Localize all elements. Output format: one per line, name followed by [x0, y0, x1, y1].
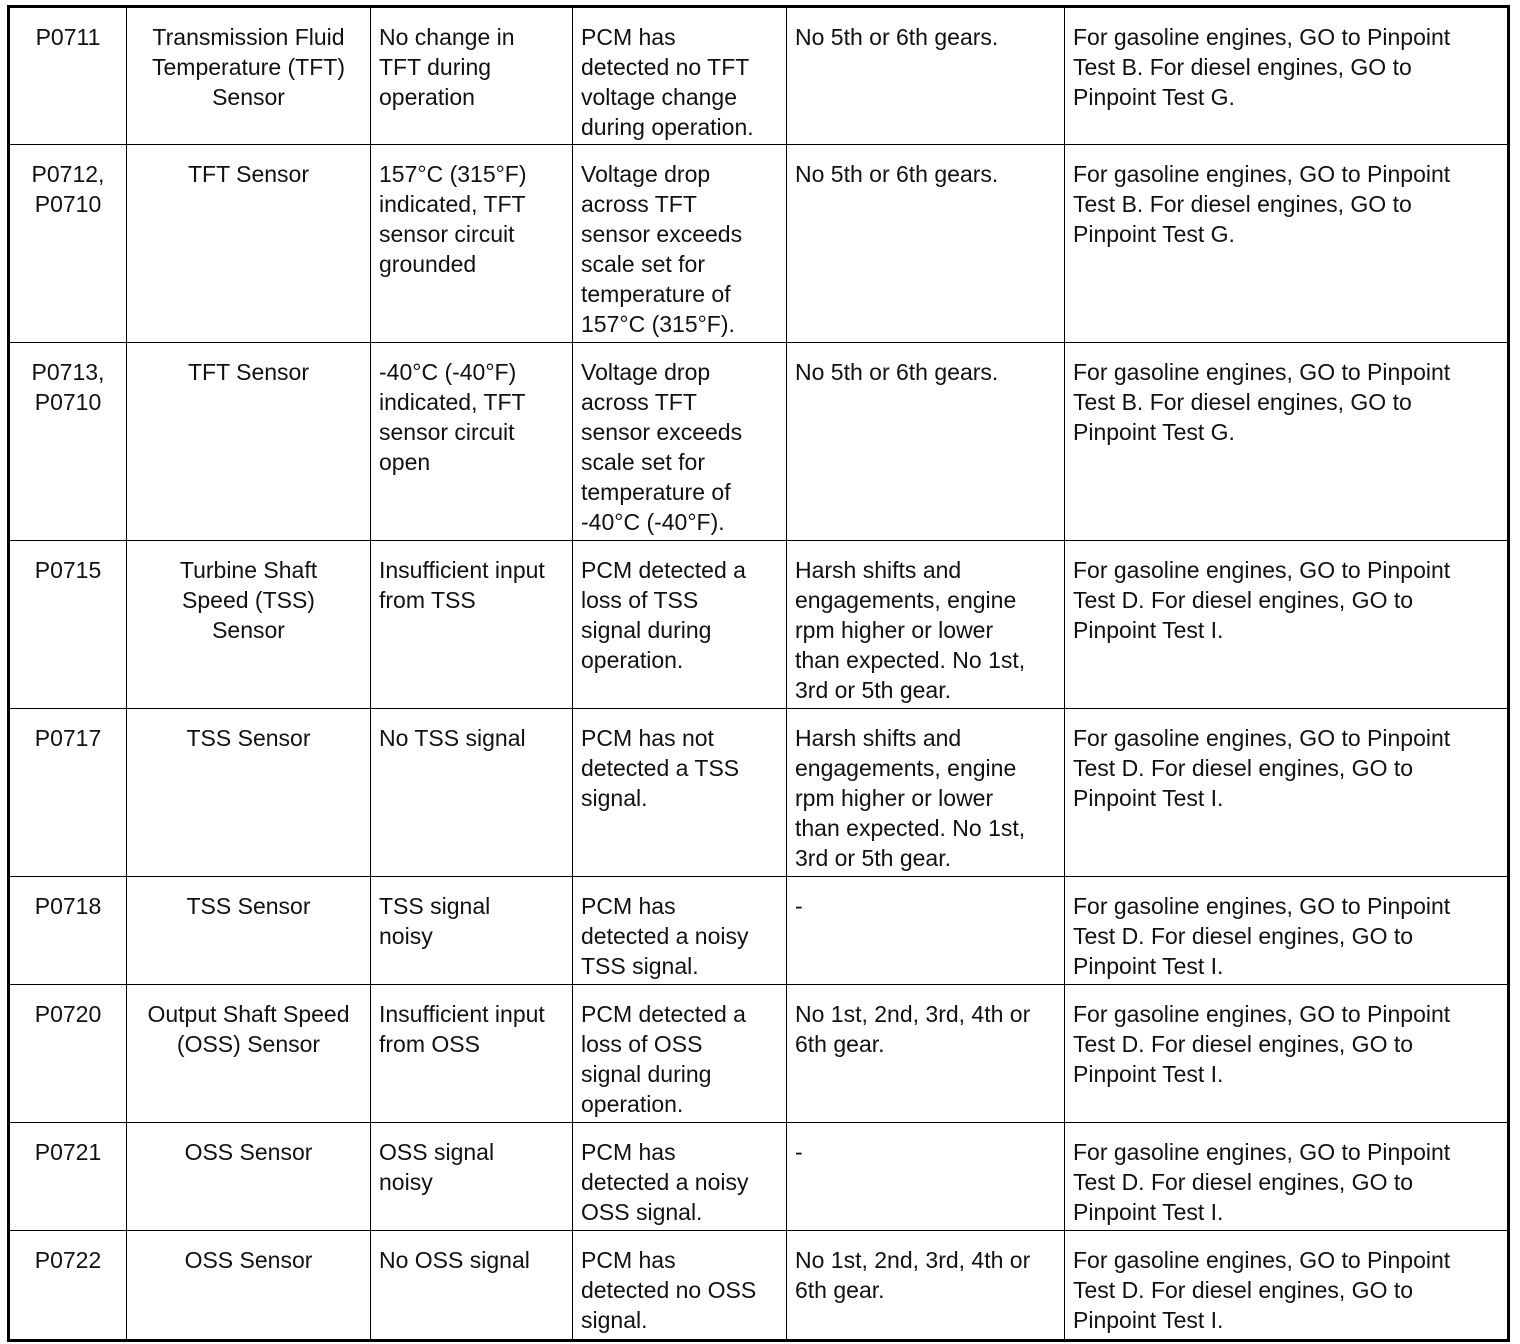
action-cell: For gasoline engines, GO to Pinpoint Test D. For diesel engines, GO to Pinpoint Test I. [1065, 1231, 1509, 1341]
action-cell: For gasoline engines, GO to Pinpoint Test D. For diesel engines, GO to Pinpoint Test I. [1065, 1123, 1509, 1231]
dtc-code-cell: P0711 [9, 7, 127, 145]
symptom-cell: - [787, 1123, 1065, 1231]
dtc-code-cell: P0712, P0710 [9, 145, 127, 343]
description-cell: Insufficient input from TSS [371, 541, 573, 709]
table-row [9, 7, 1509, 145]
condition-cell: PCM has detected a noisy OSS signal. [573, 1123, 787, 1231]
component-cell: Transmission Fluid Temperature (TFT) Sensor [127, 7, 371, 145]
condition-cell: Voltage drop across TFT sensor exceeds scale set for temperature of 157°C (315°F). [573, 145, 787, 343]
component-cell: Turbine Shaft Speed (TSS) Sensor [127, 541, 371, 709]
action-cell: For gasoline engines, GO to Pinpoint Test D. For diesel engines, GO to Pinpoint Test I. [1065, 985, 1509, 1123]
description-cell: No OSS signal [371, 1231, 573, 1341]
description-cell: 157°C (315°F) indicated, TFT sensor circuit grounded [371, 145, 573, 343]
action-cell: For gasoline engines, GO to Pinpoint Test B. For diesel engines, GO to Pinpoint Test G. [1065, 7, 1509, 145]
table-row [9, 709, 1509, 877]
action-cell: For gasoline engines, GO to Pinpoint Test D. For diesel engines, GO to Pinpoint Test I. [1065, 709, 1509, 877]
dtc-code-cell: P0721 [9, 1123, 127, 1231]
table-row [9, 343, 1509, 541]
action-cell: For gasoline engines, GO to Pinpoint Test B. For diesel engines, GO to Pinpoint Test G. [1065, 145, 1509, 343]
component-cell: Output Shaft Speed (OSS) Sensor [127, 985, 371, 1123]
condition-cell: PCM has not detected a TSS signal. [573, 709, 787, 877]
condition-cell: PCM has detected a noisy TSS signal. [573, 877, 787, 985]
table-row [9, 541, 1509, 709]
condition-cell: PCM detected a loss of OSS signal during operation. [573, 985, 787, 1123]
component-cell: TSS Sensor [127, 877, 371, 985]
condition-cell: PCM has detected no OSS signal. [573, 1231, 787, 1341]
symptom-cell: Harsh shifts and engagements, engine rpm higher or lower than expected. No 1st, 3rd or 5th gear. [787, 541, 1065, 709]
symptom-cell: Harsh shifts and engagements, engine rpm higher or lower than expected. No 1st, 3rd or 5th gear. [787, 709, 1065, 877]
condition-cell: Voltage drop across TFT sensor exceeds scale set for temperature of -40°C (-40°F). [573, 343, 787, 541]
symptom-cell: No 5th or 6th gears. [787, 7, 1065, 145]
symptom-cell: No 1st, 2nd, 3rd, 4th or 6th gear. [787, 985, 1065, 1123]
action-cell: For gasoline engines, GO to Pinpoint Test D. For diesel engines, GO to Pinpoint Test I. [1065, 541, 1509, 709]
condition-cell: PCM has detected no TFT voltage change during operation. [573, 7, 787, 145]
table-row [9, 145, 1509, 343]
dtc-table [7, 5, 1510, 1342]
table-row [9, 985, 1509, 1123]
dtc-code-cell: P0720 [9, 985, 127, 1123]
description-cell: Insufficient input from OSS [371, 985, 573, 1123]
table-row [9, 1123, 1509, 1231]
component-cell: OSS Sensor [127, 1123, 371, 1231]
symptom-cell: No 1st, 2nd, 3rd, 4th or 6th gear. [787, 1231, 1065, 1341]
component-cell: TFT Sensor [127, 343, 371, 541]
component-cell: TFT Sensor [127, 145, 371, 343]
description-cell: No change in TFT during operation [371, 7, 573, 145]
dtc-code-cell: P0718 [9, 877, 127, 985]
description-cell: No TSS signal [371, 709, 573, 877]
action-cell: For gasoline engines, GO to Pinpoint Test D. For diesel engines, GO to Pinpoint Test I. [1065, 877, 1509, 985]
dtc-code-cell: P0715 [9, 541, 127, 709]
symptom-cell: - [787, 877, 1065, 985]
action-cell: For gasoline engines, GO to Pinpoint Test B. For diesel engines, GO to Pinpoint Test G. [1065, 343, 1509, 541]
description-cell: TSS signal noisy [371, 877, 573, 985]
description-cell: OSS signal noisy [371, 1123, 573, 1231]
table-row [9, 1231, 1509, 1341]
dtc-code-cell: P0717 [9, 709, 127, 877]
condition-cell: PCM detected a loss of TSS signal during operation. [573, 541, 787, 709]
component-cell: TSS Sensor [127, 709, 371, 877]
dtc-code-cell: P0722 [9, 1231, 127, 1341]
symptom-cell: No 5th or 6th gears. [787, 145, 1065, 343]
table-row [9, 877, 1509, 985]
component-cell: OSS Sensor [127, 1231, 371, 1341]
symptom-cell: No 5th or 6th gears. [787, 343, 1065, 541]
description-cell: -40°C (-40°F) indicated, TFT sensor circuit open [371, 343, 573, 541]
dtc-code-cell: P0713, P0710 [9, 343, 127, 541]
